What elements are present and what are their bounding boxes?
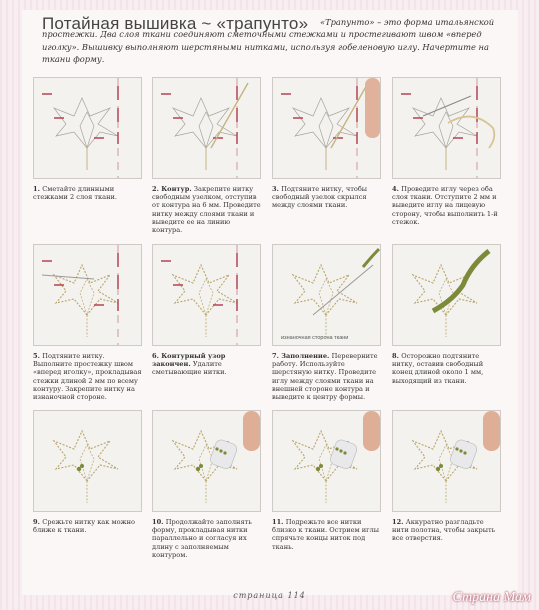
step-number: 2. (152, 185, 162, 193)
intro-text (42, 16, 512, 66)
step-caption-2 (152, 185, 262, 234)
step-number: 9. (33, 518, 43, 526)
step-photo-1 (33, 77, 142, 179)
step-heading: Контурный узор закончен. (152, 352, 226, 369)
step-number: 7. (272, 352, 282, 360)
watermark: Страна Мам (452, 590, 531, 605)
photo-label: изнаночная сторона ткани (281, 335, 349, 341)
step-number: 10. (152, 518, 166, 526)
step-text: Проведите иглу через оба слоя ткани. Отступите 2 мм и выведите иглу на лицевую сторону, чтобы выполнить 1-й стежок. (392, 185, 498, 226)
step-caption-12 (392, 518, 502, 543)
step-caption-4 (392, 185, 502, 226)
step-text: Закрепите нитку свободным узелком, отступив от контура на 6 мм. Проведите нитку между слоями ткани и выведите ее на линию контура. (152, 185, 261, 235)
page-number: страница 114 (233, 591, 306, 600)
step-photo-10 (152, 410, 261, 512)
step-photo-11 (272, 410, 381, 512)
step-heading: Заполнение. (281, 352, 332, 360)
step-number: 3. (272, 185, 282, 193)
step-number: 12. (392, 518, 406, 526)
step-photo-7 (272, 244, 381, 346)
step-caption-6 (152, 352, 262, 377)
step-text: Подтяните нитку, чтобы свободный узелок скрылся между слоями ткани. (272, 185, 368, 210)
step-caption-8 (392, 352, 502, 385)
step-heading: Контур. (161, 185, 194, 193)
step-photo-12 (392, 410, 501, 512)
step-caption-1 (33, 185, 143, 201)
step-caption-11 (272, 518, 382, 551)
step-text: Сметайте длинными стежками 2 слоя ткани. (33, 185, 117, 202)
step-number: 11. (272, 518, 286, 526)
step-number: 4. (392, 185, 402, 193)
step-text: Удалите сметывающие нитки. (152, 360, 227, 377)
step-text: Аккуратно разгладьте нити полотна, чтобы закрыть все отверстия. (392, 518, 496, 543)
step-photo-4 (392, 77, 501, 179)
step-photo-8 (392, 244, 501, 346)
intro-paragraph: «Трапунто» – это форма итальянской простежки. Два слоя ткани соединяют сметочными стежками и простегивают швом «вперед иголку». Вышивку выполняют шерстяными нитками, используя гобеленовую иглу. Начертите на ткани форму. (42, 17, 495, 65)
step-text: Подтяните нитку. Выполните простежку швом «вперед иголку», прокладывая стежки длиной 2 мм по всему контуру. Закрепите нитку на изнаночной стороне. (33, 352, 142, 402)
step-photo-6 (152, 244, 261, 346)
step-caption-9 (33, 518, 143, 534)
step-number: 6. (152, 352, 162, 360)
step-caption-10 (152, 518, 262, 559)
step-photo-2 (152, 77, 261, 179)
page-title: Потайная вышивка ~ «трапунто» (42, 14, 309, 33)
step-text: Срежьте нитку как можно ближе к ткани. (33, 518, 135, 535)
step-number: 5. (33, 352, 43, 360)
step-text: Подрежьте все нитки близко к ткани. Острием иглы спрячьте концы ниток под ткань. (272, 518, 380, 551)
step-text: Осторожно подтяните нитку, оставив свободный конец длиной около 1 мм, выходящий из ткани. (392, 352, 484, 385)
step-text: Продолжайте заполнять форму, прокладывая нитки параллельно и согласуя их длину с заполняемым контуром. (152, 518, 252, 559)
step-text: Переверните работу. Используйте шерстяную нитку. Проведите иглу между слоями ткани на внешней стороне контура и выведите к центру формы. (272, 352, 378, 402)
step-photo-3 (272, 77, 381, 179)
step-number: 8. (392, 352, 402, 360)
step-number: 1. (33, 185, 43, 193)
step-caption-5 (33, 352, 143, 401)
step-photo-5 (33, 244, 142, 346)
step-caption-7 (272, 352, 382, 401)
step-photo-9 (33, 410, 142, 512)
step-caption-3 (272, 185, 382, 210)
